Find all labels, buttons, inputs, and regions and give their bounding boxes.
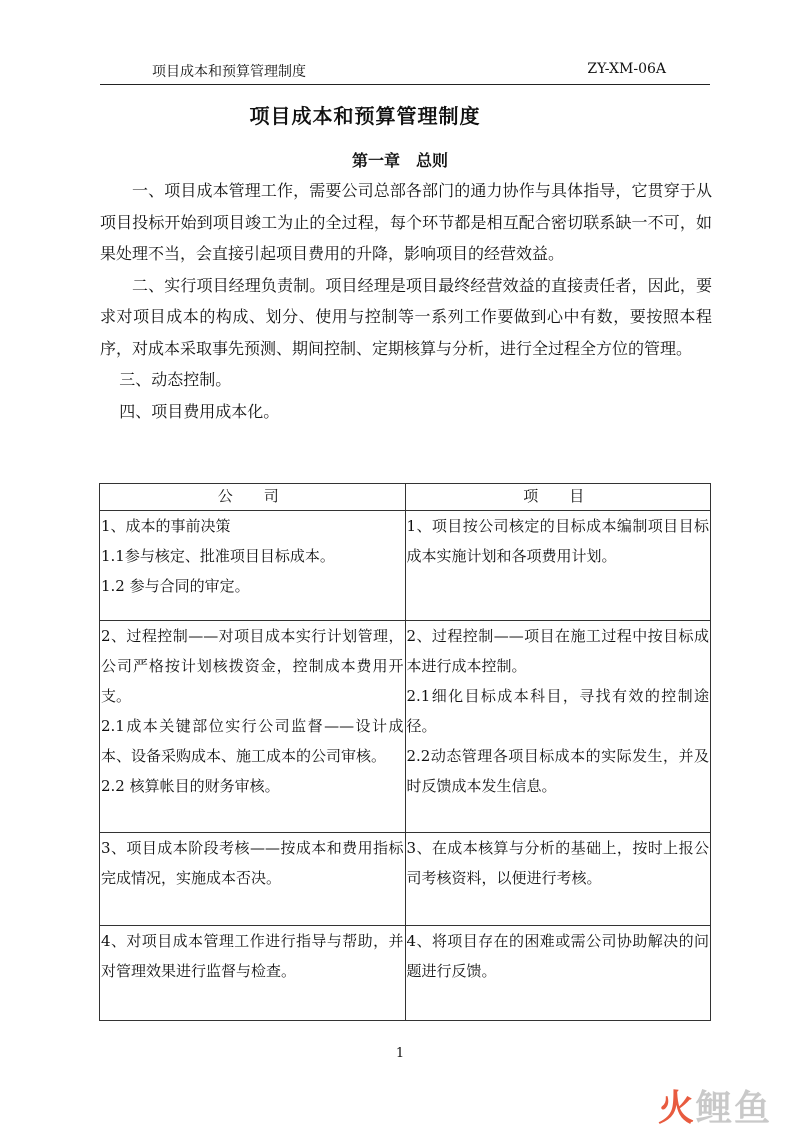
paragraph-1: 一、项目成本管理工作，需要公司总部各部门的通力协作与具体指导，它贯穿于从项目投标开始到项目竣工为止的全过程，每个环节都是相互配合密切联系缺一不可，如果处理不当，会直接引起项目费用的升降，影响项目的经营效益。 [100,181,712,263]
cell-line: 1.1参与核定、批准项目目标成本。 [101,547,335,565]
cell-line: 4、对项目成本管理工作进行指导与帮助，并对管理效果进行监督与检查。 [101,932,404,980]
table-row [100,926,711,1021]
document-code: ZY-XM-06A [587,61,666,77]
cell-line: 2、过程控制——对项目成本实行计划管理，公司严格按计划核拨资金，控制成本费用开支。 [101,627,404,705]
watermark-part-1: 火 [657,1088,696,1129]
cell-line: 1、成本的事前决策 [101,517,231,535]
cell-line: 1.2 参与合同的审定。 [101,577,250,595]
company-cell [100,926,406,1021]
cell-line: 1、项目按公司核定的目标成本编制项目目标成本实施计划和各项费用计划。 [406,517,709,565]
project-cell [405,926,711,1021]
cell-line: 2.1成本关键部位实行公司监督——设计成本、设备采购成本、施工成本的公司审核。 [101,717,404,765]
body-text [100,175,712,427]
project-cell [405,621,711,833]
document-title: 项目成本和预算管理制度 [249,104,481,128]
cell-line: 2.1细化目标成本科目，寻找有效的控制途径。 [406,687,709,735]
page-number: 1 [395,1046,405,1061]
cell-line: 3、项目成本阶段考核——按成本和费用指标完成情况，实施成本否决。 [101,839,404,887]
column-header-project: 项 目 [405,484,711,511]
header-title: 项目成本和预算管理制度 [152,64,306,80]
company-cell [100,621,406,833]
paragraph-4: 四、项目费用成本化。 [119,401,280,421]
responsibility-table [99,483,711,1021]
paragraph-3: 三、动态控制。 [119,370,232,389]
cell-line: 2、过程控制——项目在施工过程中按目标成本进行成本控制。 [406,627,709,675]
cell-line: 3、在成本核算与分析的基础上，按时上报公司考核资料，以便进行考核。 [406,839,709,887]
company-cell [100,833,406,926]
paragraph-2: 二、实行项目经理负责制。项目经理是项目最终经营效益的直接责任者，因此，要求对项目成本的构成、划分、使用与控制等一系列工作要做到心中有数，要按照本程序，对成本采取事先预测、期间控制、定期核算与分析，进行全过程全方位的管理。 [100,275,712,358]
company-cell [100,511,406,621]
table-row [100,511,711,621]
project-cell [405,511,711,621]
page-header [100,58,710,85]
table-row [100,833,711,926]
column-header-company: 公 司 [100,484,406,511]
watermark-part-2: 鲤鱼 [695,1088,772,1129]
chapter-heading: 第一章 总则 [351,151,448,170]
cell-line: 4、将项目存在的困难或需公司协助解决的问题进行反馈。 [406,932,709,980]
project-cell [405,833,711,926]
cell-line: 2.2 核算帐目的财务审核。 [101,777,280,795]
watermark-logo [658,1080,772,1131]
table-row [100,621,711,833]
table-header-row [100,484,711,511]
cell-line: 2.2动态管理各项目标成本的实际发生，并及时反馈成本发生信息。 [406,747,709,795]
